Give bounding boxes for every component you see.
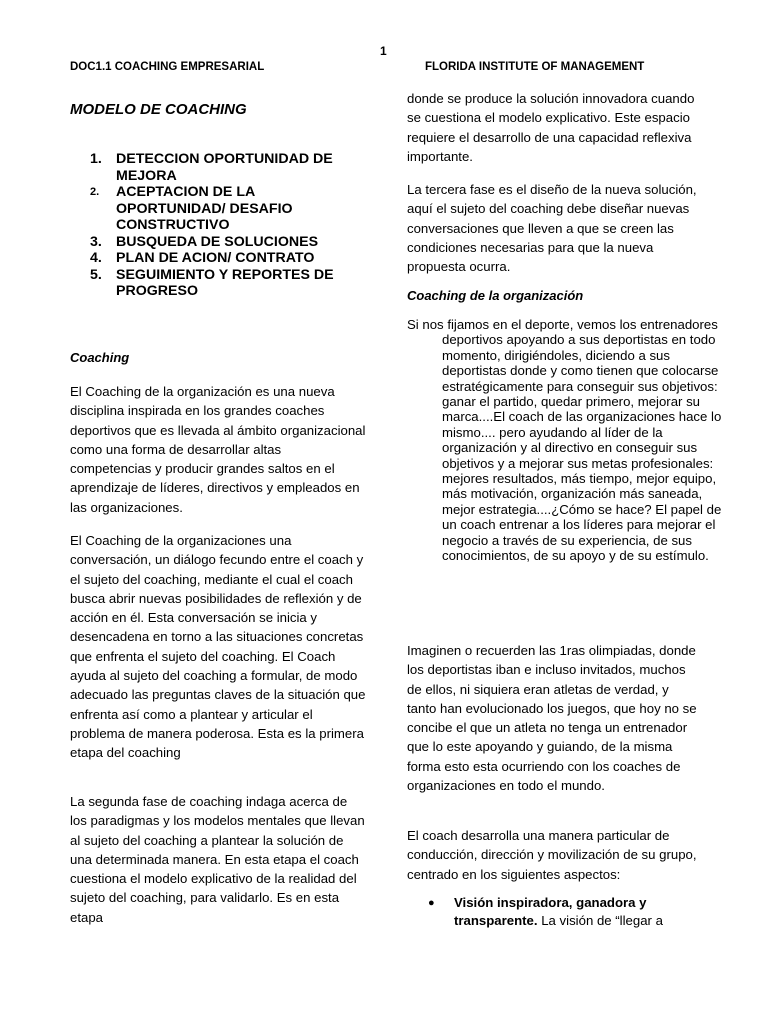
page-number: 1: [380, 44, 387, 58]
document-title: MODELO DE COACHING: [70, 101, 247, 118]
step-item: [90, 267, 360, 300]
left-paragraph-2: El Coaching de la organizaciones una conversación, un diálogo fecundo entre el coach y el sujeto del coaching, mediante el cual el coach busca abrir nuevas posibilidades de reflexión y de acción en él. Esta conversación se inicia y desencadena en torno a las situaciones concretas que enfrenta el sujeto del coaching. El Coach ayuda al sujeto del coaching a formular, de modo adecuado las preguntas claves de la situación que enfrenta así como a plantear y articular el problema de manera poderosa. Esta es la primera etapa del coaching: [70, 533, 366, 761]
right-paragraph-2: La tercera fase es el diseño de la nueva solución, aquí el sujeto del coaching debe diseñar nuevas conversaciones que lleven a que se creen las condiciones necesarias para que la nueva propuesta ocurra.: [407, 182, 697, 275]
step-text: ACEPTACION DE LA OPORTUNIDAD/ DESAFIO CONSTRUCTIVO: [116, 184, 293, 233]
left-paragraph-1: El Coaching de la organización es una nueva disciplina inspirada en los grandes coaches deportivos que es llevada al ámbito organizacional como una forma de desarrollar altas competencias y producir grandes saltos en el aprendizaje de líderes, directivos y empleados en las organizaciones.: [70, 384, 366, 515]
step-number: 3.: [90, 233, 102, 250]
bullet-bold-text: Visión inspiradora, ganadora y transparente.: [454, 895, 647, 928]
step-text: SEGUIMIENTO Y REPORTES DE PROGRESO: [116, 266, 334, 299]
right-paragraph-3: Si nos fijamos en el deporte, vemos los entrenadores deportivos apoyando a sus deportistas en todo momento, dirigiéndoles, diciendo a sus deportistas donde y como tienen que colocarse estratégicamente para conseguir sus objetivos: ganar el partido, quedar primero, mejorar su marca....El coach de las organizaciones hace lo mismo.... pero ayudando al líder de la organización y al directivo en conseguir sus objetivos y a mejorar sus metas profesionales: mejores resultados, más tiempo, mejor equipo, más motivación, organización más saneada, mejor estrategia....¿Cómo se hace? El papel de un coach entrenar a los líderes para mejorar el negocio a través de su experiencia, de sus conocimientos, de su apoyo y de su estímulo.: [407, 317, 722, 564]
section-heading-coaching: Coaching: [70, 350, 130, 365]
step-text: BUSQUEDA DE SOLUCIONES: [116, 233, 319, 250]
step-number: 2.: [90, 186, 100, 198]
step-item: [90, 250, 360, 267]
bullet-dot-icon: ●: [428, 897, 435, 909]
step-number: 1.: [90, 151, 102, 167]
bullet-text: La visión de “llegar a: [537, 913, 663, 928]
right-paragraph-5: El coach desarrolla una manera particular de conducción, dirección y movilización de su grupo, centrado en los siguientes aspectos:: [407, 828, 697, 882]
step-item: [90, 151, 360, 184]
header-right: FLORIDA INSTITUTE OF MANAGEMENT: [425, 61, 645, 73]
left-paragraph-3: La segunda fase de coaching indaga acerca de los paradigmas y los modelos mentales que llevan al sujeto del coaching a plantear la solución de una determinada manera. En esta etapa el coach cuestiona el modelo explicativo de la realidad del sujeto del coaching, para validarlo. Es en esta etapa: [70, 794, 365, 925]
step-item: [90, 184, 360, 234]
section-heading-coaching-organizacion: Coaching de la organización: [407, 288, 584, 303]
step-number: 5.: [90, 266, 102, 283]
step-text: DETECCION OPORTUNIDAD DE MEJORA: [116, 151, 333, 184]
step-item: [90, 234, 360, 251]
step-text: PLAN DE ACION/ CONTRATO: [116, 250, 315, 266]
step-number: 4.: [90, 250, 102, 266]
right-paragraph-1: donde se produce la solución innovadora cuando se cuestiona el modelo explicativo. Este espacio requiere el desarrollo de una capacidad reflexiva importante.: [407, 91, 695, 164]
coaching-steps-list: [90, 151, 360, 300]
bullet-content: [454, 894, 698, 930]
header-left: DOC1.1 COACHING EMPRESARIAL: [70, 61, 265, 73]
right-paragraph-4: Imaginen o recuerden las 1ras olimpiadas, donde los deportistas iban e incluso invitados, muchos de ellos, ni siquiera eran atletas de verdad, y tanto han evolucionado los juegos, que hoy no se concibe el que un atleta no tenga un entrenador que lo este apoyando y guiando, de la misma forma esto esta ocurriendo con los coaches de organizaciones en todo el mundo.: [407, 643, 697, 794]
bullet-item: [428, 894, 698, 930]
